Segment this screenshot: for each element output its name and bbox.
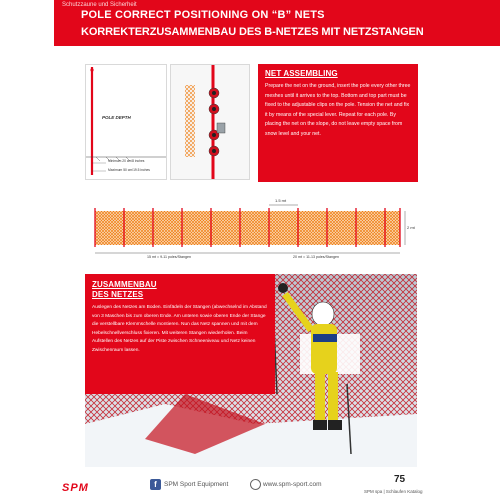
- min-depth-label: Minimum 20 cm/8 inches: [108, 159, 145, 163]
- height-label: 2 mt: [407, 225, 415, 230]
- net-clip-photo: [170, 64, 250, 180]
- spm-logo: [62, 478, 89, 496]
- page-title-en: POLE CORRECT POSITIONING ON “B” NETS: [81, 9, 325, 21]
- right-dimension-label: 20 mt = 11-13 poles/Stangen: [293, 255, 339, 259]
- zusammenbau-box: [85, 274, 275, 394]
- left-dimension-label: 15 mt = 9-11 poles/Stangen: [147, 255, 191, 259]
- spacing-label: 1.5 mt: [275, 198, 287, 203]
- max-depth-label: Maximum 50 cm/19.5 inches: [108, 168, 150, 172]
- breadcrumb: Schutzzaune und Sicherheit: [62, 2, 137, 8]
- zusammenbau-title: [92, 280, 275, 300]
- net-dimension-diagram: [85, 195, 415, 265]
- catalog-label: SPM spa | Schlaufen Katalog: [364, 489, 423, 494]
- facebook-link[interactable]: SPM Sport Equipment: [164, 481, 229, 488]
- page-header: [54, 0, 500, 46]
- spm-logo-text: SPM: [62, 482, 89, 494]
- zusammenbau-title-line1: ZUSAMMENBAU: [92, 280, 157, 289]
- website-link[interactable]: www.spm-sport.com: [263, 481, 322, 488]
- globe-icon: [250, 479, 261, 490]
- zusammenbau-title-line2: DES NETZES: [92, 290, 144, 299]
- net-assembling-box: [258, 64, 418, 182]
- net-assembling-title: NET ASSEMBLING: [265, 69, 338, 78]
- pole-depth-label: POLE DEPTH: [102, 115, 131, 120]
- net-assembling-text: Prepare the net on the ground, insert the pole every other three meshes until it arrives to the top. Bottom and top part must be fixed to the adjustable clips on the pole. Tension the net and fix it by means of the special lever. Repeat for each pole. By placing the net on the slope, do not leave empty space from snow level and your net.: [265, 83, 411, 137]
- zusammenbau-text: Auslegen des Netzes am Boden. Einfädeln der Stangen (abwechselnd im Abstand von 3 Maschen bis zum oberen Ende. Am unteren sowie oberen Ende der Stange die verstellbare Klemmschelle montieren. Nun das Netz spannen und mit dem Hebelschnellverschluss fixieren. Mit weiteren Stangen wiederholen. Beim Aufstellen des Netzes auf der Piste zwischen Schneeniveau und Netz keinen Zwischenraum lassen.: [92, 305, 267, 353]
- page-title-de: KORREKTERZUSAMMENBAU DES B-NETZES MIT NETZSTANGEN: [81, 26, 424, 38]
- page-number: 75: [394, 474, 406, 485]
- facebook-icon: f: [150, 479, 161, 490]
- pole-depth-diagram: [85, 64, 167, 180]
